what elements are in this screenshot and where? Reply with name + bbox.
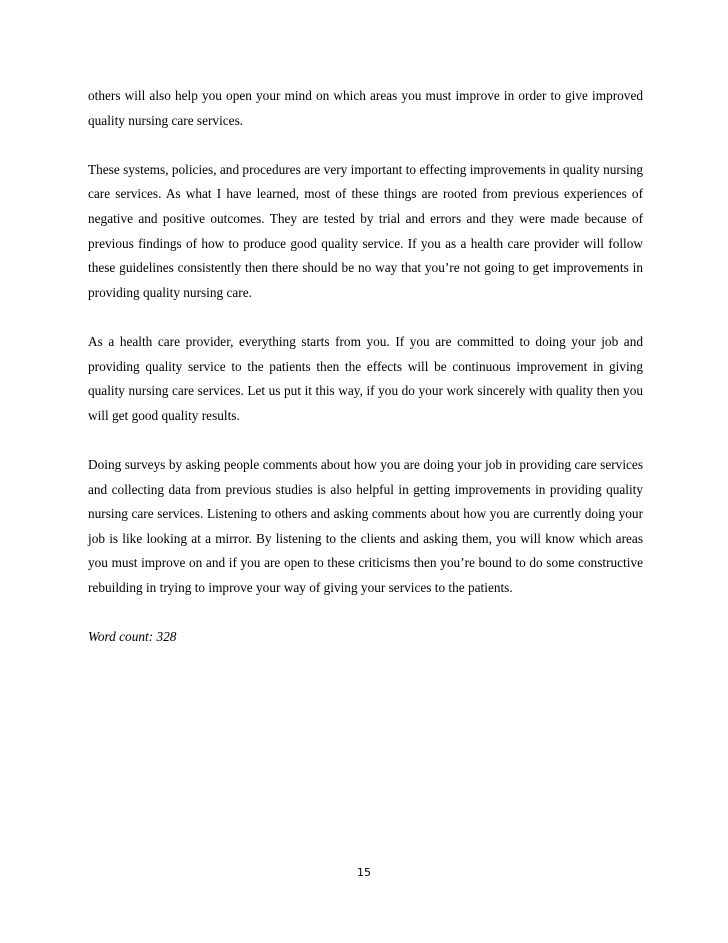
document-body [88,84,643,650]
page-number: 15 [357,866,371,879]
paragraph-4: Doing surveys by asking people comments about how you are doing your job in providing care services and collecting data from previous studies is also helpful in getting improvements in providing quality nursing care services. Listening to others and asking comments about how you are currently doing your job is like looking at a mirror. By listening to the clients and asking them, you will know which areas you must improve on and if you are open to these criticisms then you’re bound to do some constructive rebuilding in trying to improve your way of giving your services to the patients. [88,456,643,595]
word-count: Word count: 328 [88,629,177,645]
paragraph-1: others will also help you open your mind on which areas you must improve in order to give improved quality nursing care services. [88,88,643,128]
paragraph-2: These systems, policies, and procedures are very important to effecting improvements in quality nursing care services. As what I have learned, most of these things are rooted from previous experiences of negative and positive outcomes. They are tested by trial and errors and they were made because of previous findings of how to produce good quality service. If you as a health care provider will follow these guidelines consistently then there should be no way that you’re not going to get improvements in providing quality nursing care. [88,161,643,300]
paragraph-3: As a health care provider, everything starts from you. If you are committed to doing your job and providing quality service to the patients then the effects will be continuous improvement in giving quality nursing care services. Let us put it this way, if you do your work sincerely with quality then you will get good quality results. [88,333,643,423]
